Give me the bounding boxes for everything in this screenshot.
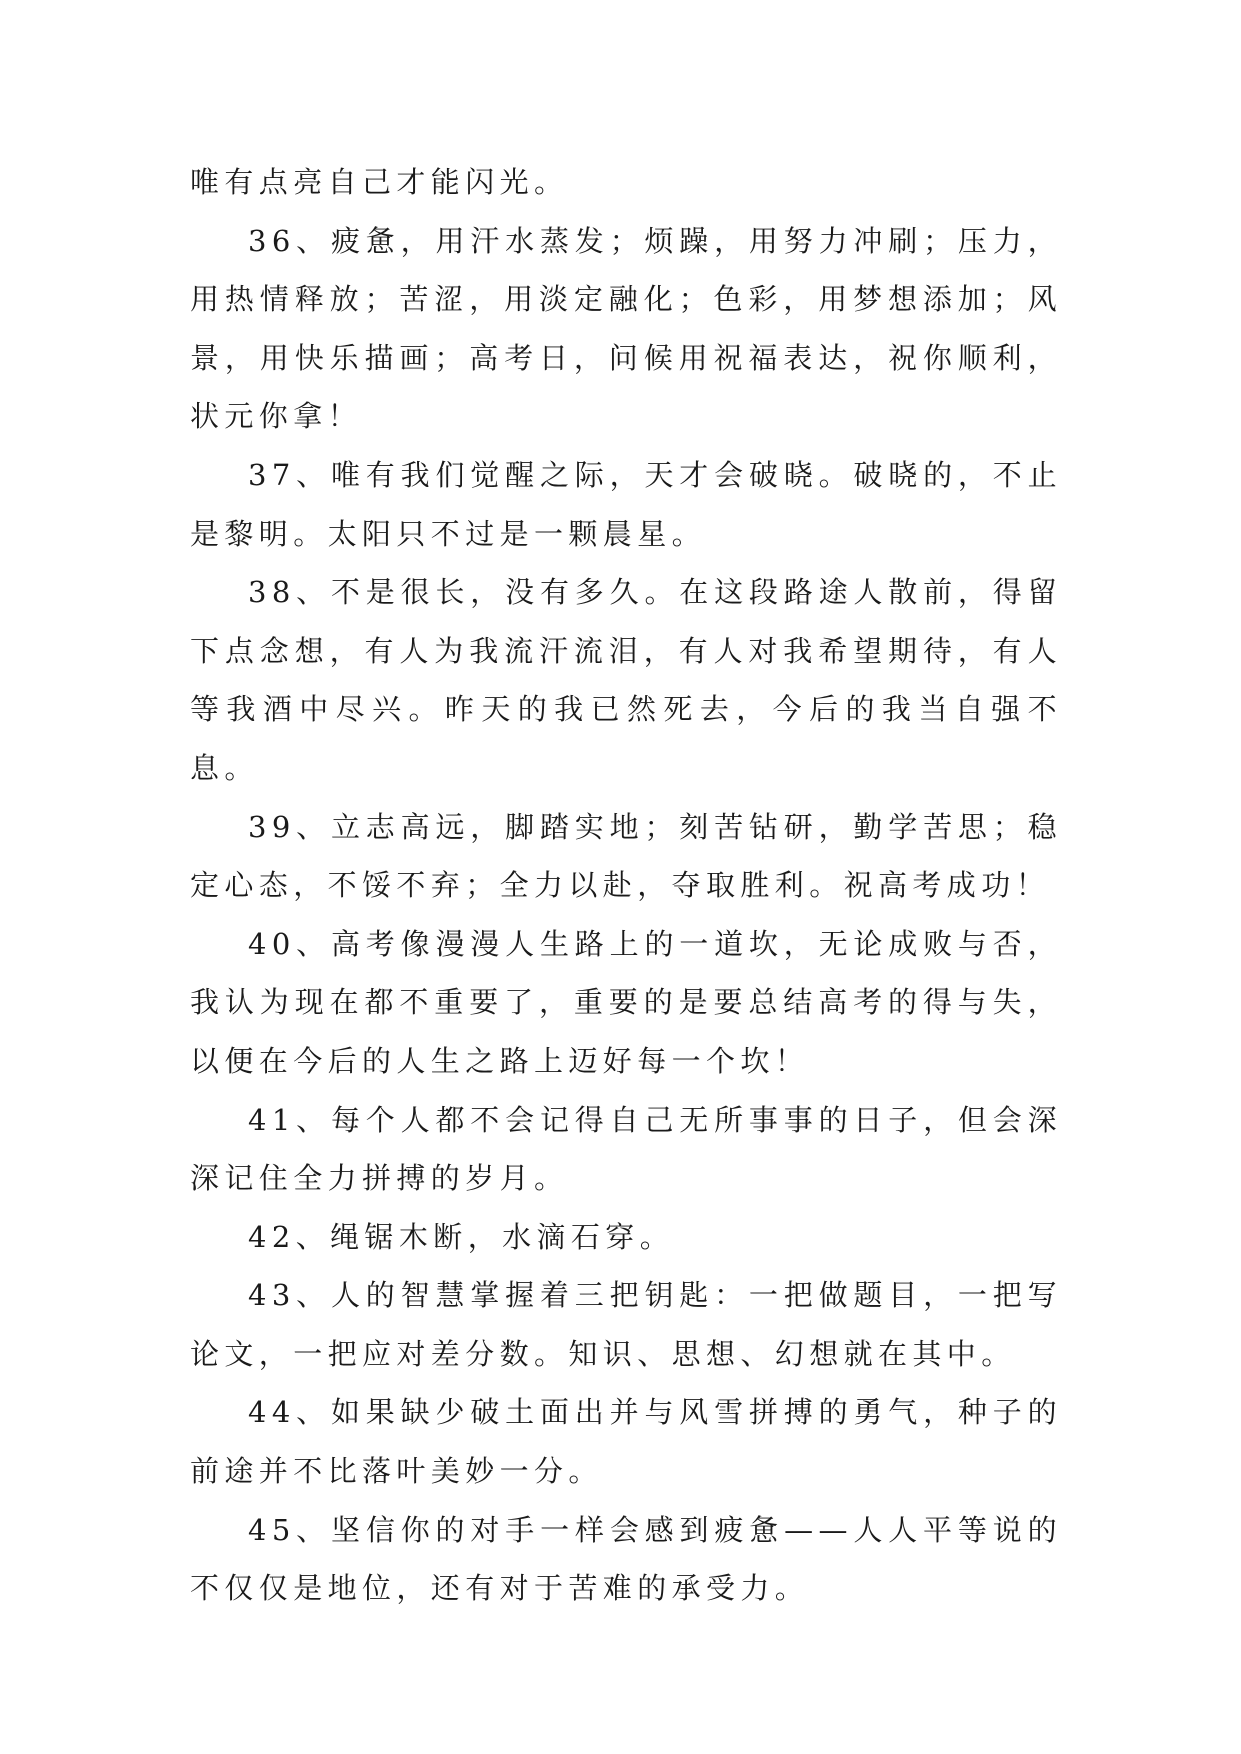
document-body xyxy=(190,153,1062,1618)
paragraph-41: 41、每个人都不会记得自己无所事事的日子，但会深深记住全力拼搏的岁月。 xyxy=(190,1102,1062,1196)
paragraph-40: 40、高考像漫漫人生路上的一道坎，无论成败与否，我认为现在都不重要了，重要的是要总结高考的得与失，以便在今后的人生之路上迈好每一个坎！ xyxy=(190,926,1062,1078)
paragraph-45: 45、坚信你的对手一样会感到疲惫——人人平等说的不仅仅是地位，还有对于苦难的承受力。 xyxy=(190,1512,1062,1606)
paragraph-38: 38、不是很长，没有多久。在这段路途人散前，得留下点念想，有人为我流汗流泪，有人对我希望期待，有人等我酒中尽兴。昨天的我已然死去，今后的我当自强不息。 xyxy=(190,575,1062,785)
paragraph-36: 36、疲惫，用汗水蒸发；烦躁，用努力冲刷；压力，用热情释放；苦涩，用淡定融化；色彩，用梦想添加；风景，用快乐描画；高考日，问候用祝福表达，祝你顺利，状元你拿！ xyxy=(190,223,1062,434)
paragraph-44: 44、如果缺少破土面出并与风雪拼搏的勇气，种子的前途并不比落叶美妙一分。 xyxy=(190,1395,1062,1489)
paragraph-43: 43、人的智慧掌握着三把钥匙：一把做题目，一把写论文，一把应对差分数。知识、思想、幻想就在其中。 xyxy=(190,1278,1062,1371)
paragraph-39: 39、立志高远，脚踏实地；刻苦钻研，勤学苦思；稳定心态，不馁不弃；全力以赴，夺取胜利。祝高考成功！ xyxy=(190,809,1062,903)
paragraph-42: 42、绳锯木断，水滴石穿。 xyxy=(248,1219,675,1254)
paragraph-37: 37、唯有我们觉醒之际，天才会破晓。破晓的，不止是黎明。太阳只不过是一颗晨星。 xyxy=(190,457,1062,551)
paragraph-continuation: 唯有点亮自己才能闪光。 xyxy=(190,165,569,199)
